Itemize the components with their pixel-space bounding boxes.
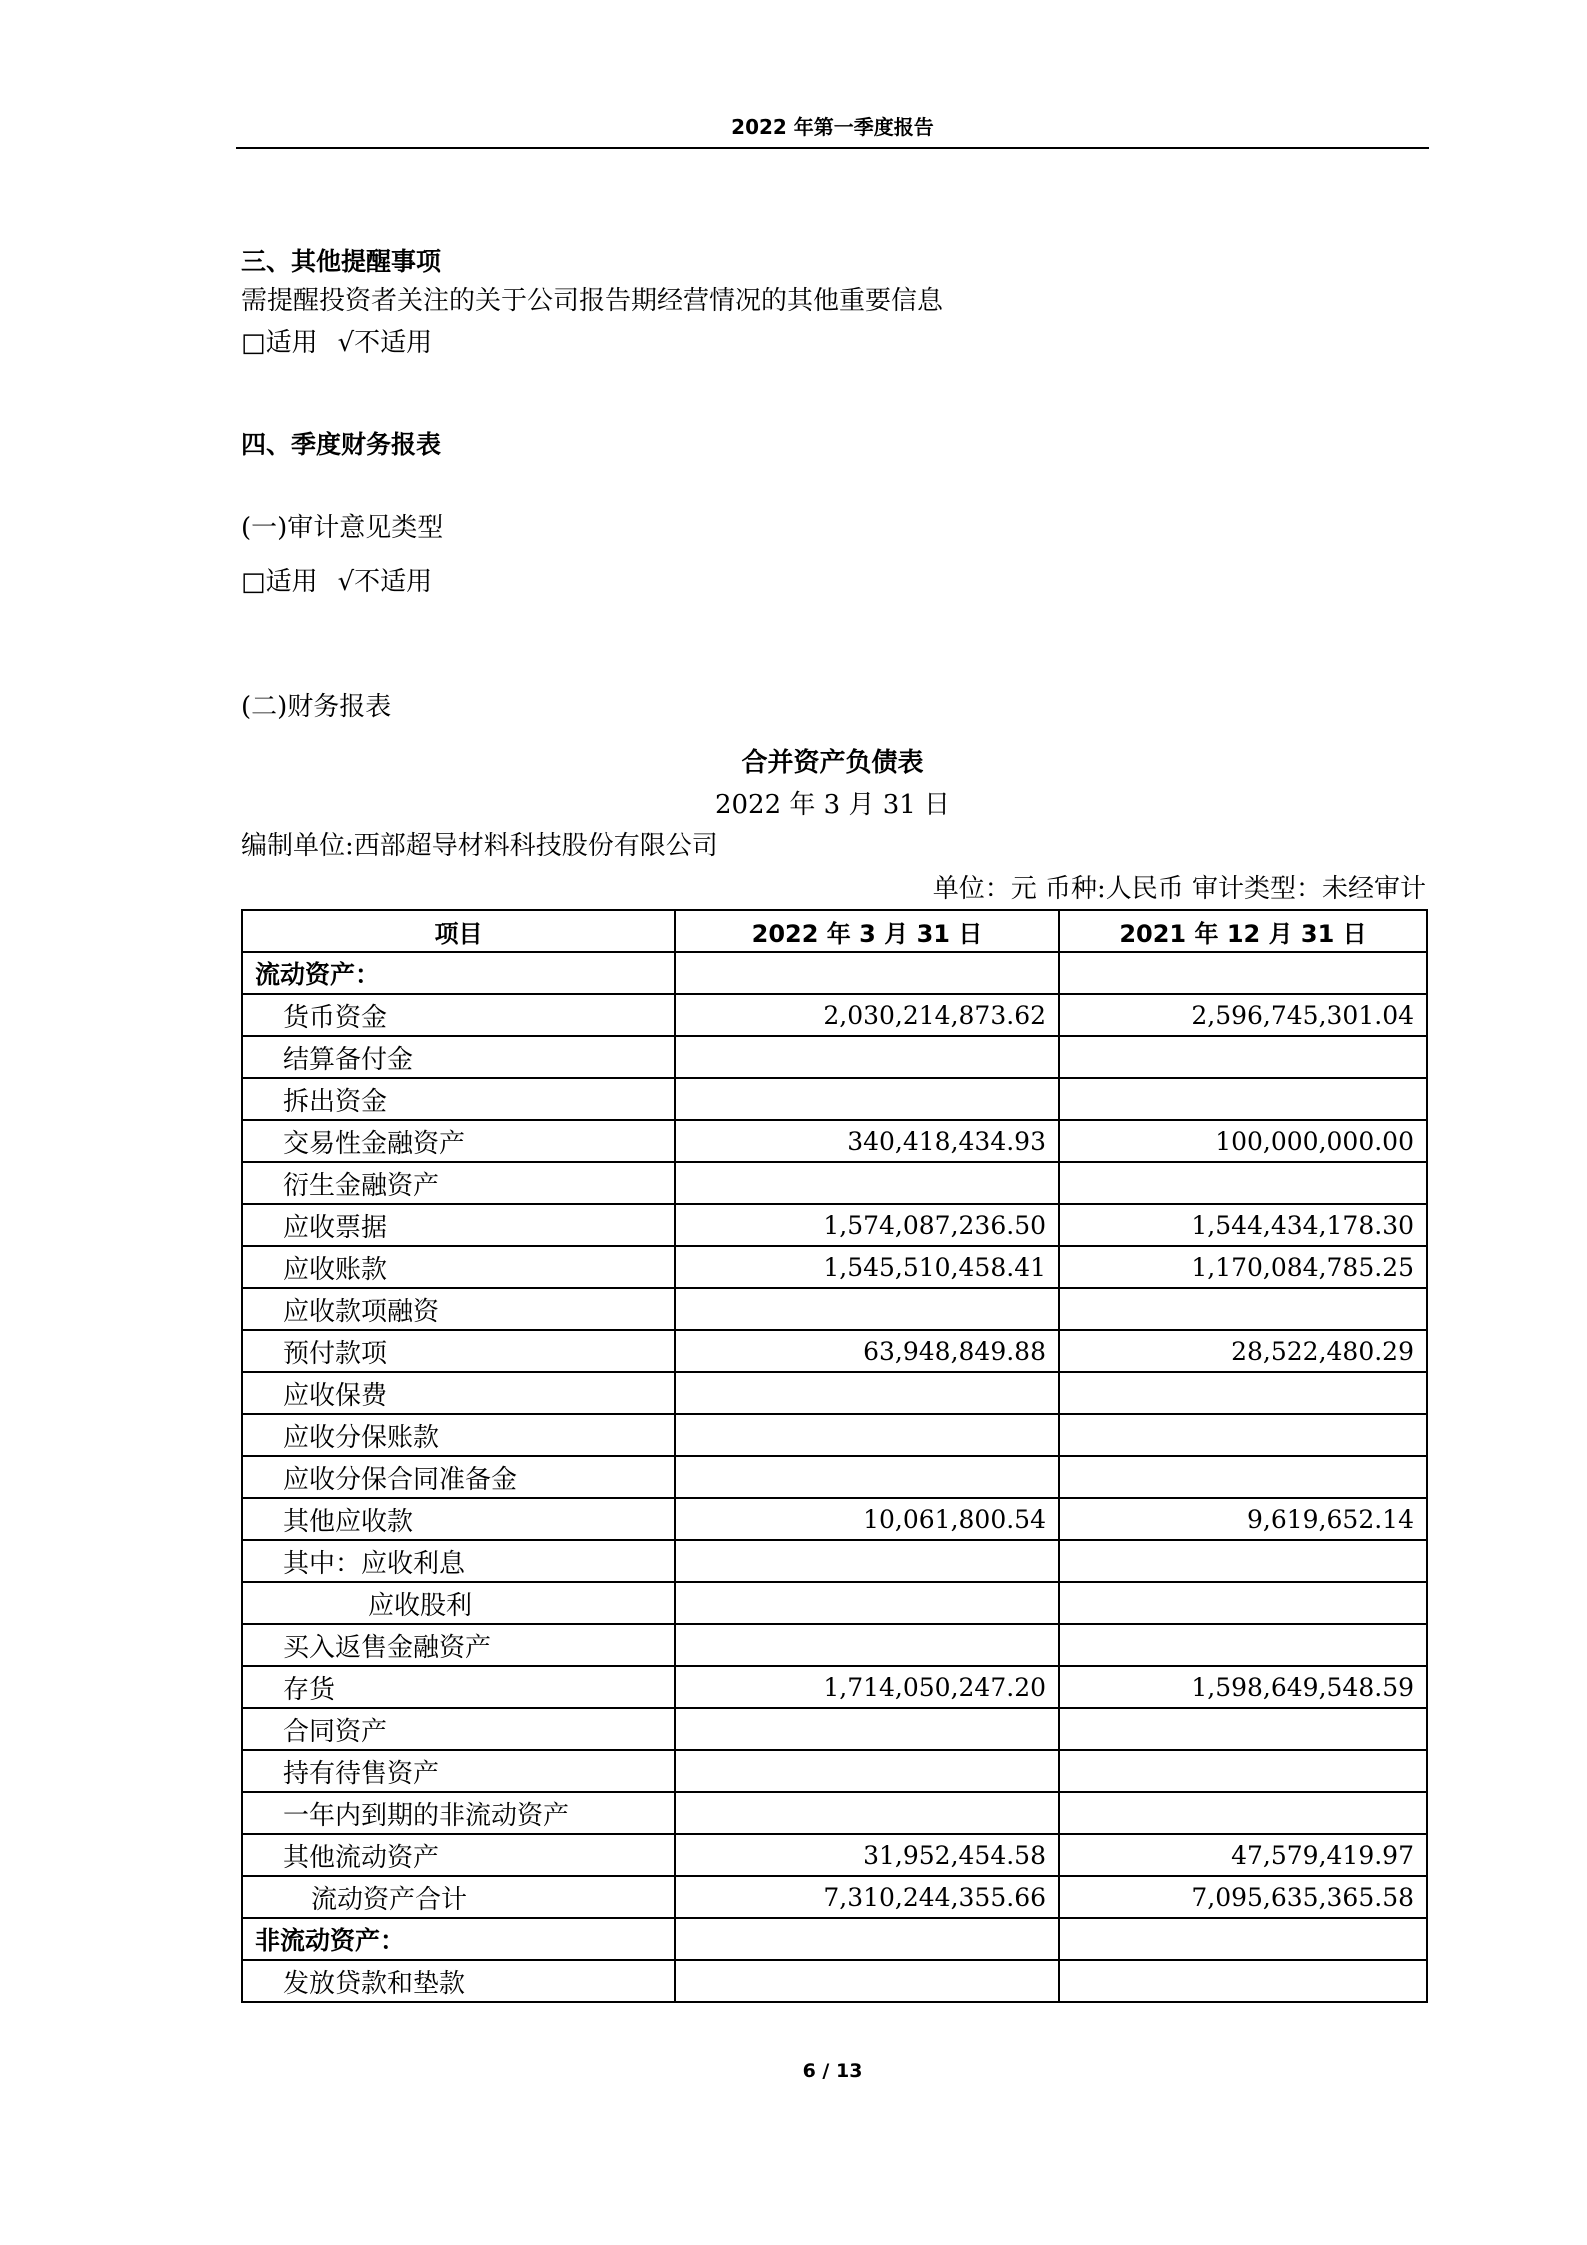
table-row [242, 1582, 1427, 1624]
row-value-current: 1,545,510,458.41 [675, 1246, 1059, 1288]
table-row [242, 1078, 1427, 1120]
row-value-current [675, 1456, 1059, 1498]
column-header-current: 2022 年 3 月 31 日 [675, 910, 1059, 952]
table-row [242, 1834, 1427, 1876]
sub1-option-applicable: □适用 [241, 567, 318, 597]
table-row [242, 1792, 1427, 1834]
row-value-current [675, 1624, 1059, 1666]
section3-text: 需提醒投资者关注的关于公司报告期经营情况的其他重要信息 [241, 286, 944, 316]
table-row [242, 1204, 1427, 1246]
row-item-label: 存货 [242, 1666, 675, 1708]
row-value-current [675, 1792, 1059, 1834]
row-value-prior [1059, 1288, 1427, 1330]
report-title: 2022 年第一季度报告 [731, 115, 934, 139]
column-header-prior: 2021 年 12 月 31 日 [1059, 910, 1427, 952]
table-row [242, 952, 1427, 994]
row-item-label: 流动资产合计 [242, 1876, 675, 1918]
row-item-label: 发放贷款和垫款 [242, 1960, 675, 2002]
table-row [242, 1540, 1427, 1582]
row-item-label: 应收票据 [242, 1204, 675, 1246]
row-item-label: 买入返售金融资产 [242, 1624, 675, 1666]
row-value-prior [1059, 1162, 1427, 1204]
row-item-label: 其中：应收利息 [242, 1540, 675, 1582]
row-item-label: 预付款项 [242, 1330, 675, 1372]
section3-options [241, 326, 432, 360]
row-value-prior [1059, 1960, 1427, 2002]
row-item-label: 一年内到期的非流动资产 [242, 1792, 675, 1834]
table-row [242, 1120, 1427, 1162]
row-value-current: 1,574,087,236.50 [675, 1204, 1059, 1246]
row-value-current [675, 1288, 1059, 1330]
row-item-label: 持有待售资产 [242, 1750, 675, 1792]
row-value-prior [1059, 1414, 1427, 1456]
table-row [242, 1456, 1427, 1498]
row-item-label: 应收分保合同准备金 [242, 1456, 675, 1498]
row-value-current [675, 1708, 1059, 1750]
row-value-current [675, 1540, 1059, 1582]
table-row [242, 1666, 1427, 1708]
sub1-option-not-applicable: √不适用 [337, 567, 433, 597]
table-row [242, 1624, 1427, 1666]
row-value-current: 1,714,050,247.20 [675, 1666, 1059, 1708]
row-value-prior: 100,000,000.00 [1059, 1120, 1427, 1162]
row-item-label: 应收款项融资 [242, 1288, 675, 1330]
table-row [242, 1876, 1427, 1918]
row-value-prior: 1,598,649,548.59 [1059, 1666, 1427, 1708]
row-value-prior [1059, 1036, 1427, 1078]
table-header-row [242, 910, 1427, 952]
row-value-current [675, 1918, 1059, 1960]
row-item-label: 应收账款 [242, 1246, 675, 1288]
row-item-label: 合同资产 [242, 1708, 675, 1750]
option-not-applicable: √不适用 [337, 328, 433, 358]
row-value-prior [1059, 1582, 1427, 1624]
row-value-current [675, 1372, 1059, 1414]
row-value-current [675, 1960, 1059, 2002]
row-value-prior [1059, 1708, 1427, 1750]
table-row [242, 1162, 1427, 1204]
table-row [242, 1372, 1427, 1414]
section4-heading: 四、季度财务报表 [241, 430, 442, 459]
row-value-prior: 1,170,084,785.25 [1059, 1246, 1427, 1288]
row-value-prior: 9,619,652.14 [1059, 1498, 1427, 1540]
row-value-prior [1059, 1918, 1427, 1960]
page-header [236, 112, 1429, 149]
row-value-current [675, 1036, 1059, 1078]
row-value-current: 10,061,800.54 [675, 1498, 1059, 1540]
row-item-label: 其他应收款 [242, 1498, 675, 1540]
table-row [242, 1288, 1427, 1330]
row-value-prior: 28,522,480.29 [1059, 1330, 1427, 1372]
table-row [242, 1960, 1427, 2002]
option-applicable: □适用 [241, 328, 318, 358]
statement-preparer: 编制单位:西部超导材料科技股份有限公司 [241, 831, 718, 861]
table-row [242, 1750, 1427, 1792]
table-row [242, 1036, 1427, 1078]
row-value-prior [1059, 1540, 1427, 1582]
row-value-current [675, 1162, 1059, 1204]
row-item-label: 拆出资金 [242, 1078, 675, 1120]
page-number: 6 / 13 [802, 2060, 863, 2082]
row-item-label: 衍生金融资产 [242, 1162, 675, 1204]
row-value-prior [1059, 952, 1427, 994]
row-item-label: 交易性金融资产 [242, 1120, 675, 1162]
table-row [242, 1498, 1427, 1540]
row-value-current: 340,418,434.93 [675, 1120, 1059, 1162]
section4-sub1: (一)审计意见类型 [241, 513, 444, 543]
row-value-current: 2,030,214,873.62 [675, 994, 1059, 1036]
row-value-prior [1059, 1078, 1427, 1120]
column-header-item: 项目 [242, 910, 675, 952]
row-value-current [675, 1078, 1059, 1120]
row-value-prior: 2,596,745,301.04 [1059, 994, 1427, 1036]
row-item-label: 其他流动资产 [242, 1834, 675, 1876]
row-value-current [675, 1414, 1059, 1456]
section4-sub1-options [241, 565, 432, 599]
row-item-label: 货币资金 [242, 994, 675, 1036]
statement-date: 2022 年 3 月 31 日 [714, 790, 951, 820]
statement-unit-line: 单位：元 币种:人民币 审计类型：未经审计 [932, 874, 1426, 904]
row-value-current: 63,948,849.88 [675, 1330, 1059, 1372]
row-item-label: 流动资产： [242, 952, 675, 994]
row-item-label: 应收股利 [242, 1582, 675, 1624]
row-value-current: 7,310,244,355.66 [675, 1876, 1059, 1918]
row-value-prior [1059, 1456, 1427, 1498]
section3-heading: 三、其他提醒事项 [241, 247, 442, 276]
row-value-prior [1059, 1750, 1427, 1792]
table-row [242, 1330, 1427, 1372]
statement-title: 合并资产负债表 [741, 748, 924, 778]
row-item-label: 应收保费 [242, 1372, 675, 1414]
row-item-label: 结算备付金 [242, 1036, 675, 1078]
row-value-prior: 7,095,635,365.58 [1059, 1876, 1427, 1918]
row-value-prior [1059, 1372, 1427, 1414]
row-value-prior: 1,544,434,178.30 [1059, 1204, 1427, 1246]
table-row [242, 1918, 1427, 1960]
balance-sheet-table [241, 909, 1428, 2003]
table-row [242, 1414, 1427, 1456]
row-value-prior: 47,579,419.97 [1059, 1834, 1427, 1876]
row-value-current: 31,952,454.58 [675, 1834, 1059, 1876]
table-row [242, 1708, 1427, 1750]
table-row [242, 994, 1427, 1036]
row-value-current [675, 1750, 1059, 1792]
row-value-prior [1059, 1624, 1427, 1666]
row-value-prior [1059, 1792, 1427, 1834]
row-value-current [675, 952, 1059, 994]
row-item-label: 应收分保账款 [242, 1414, 675, 1456]
table-row [242, 1246, 1427, 1288]
section4-sub2: (二)财务报表 [241, 692, 392, 722]
row-value-current [675, 1582, 1059, 1624]
row-item-label: 非流动资产： [242, 1918, 675, 1960]
